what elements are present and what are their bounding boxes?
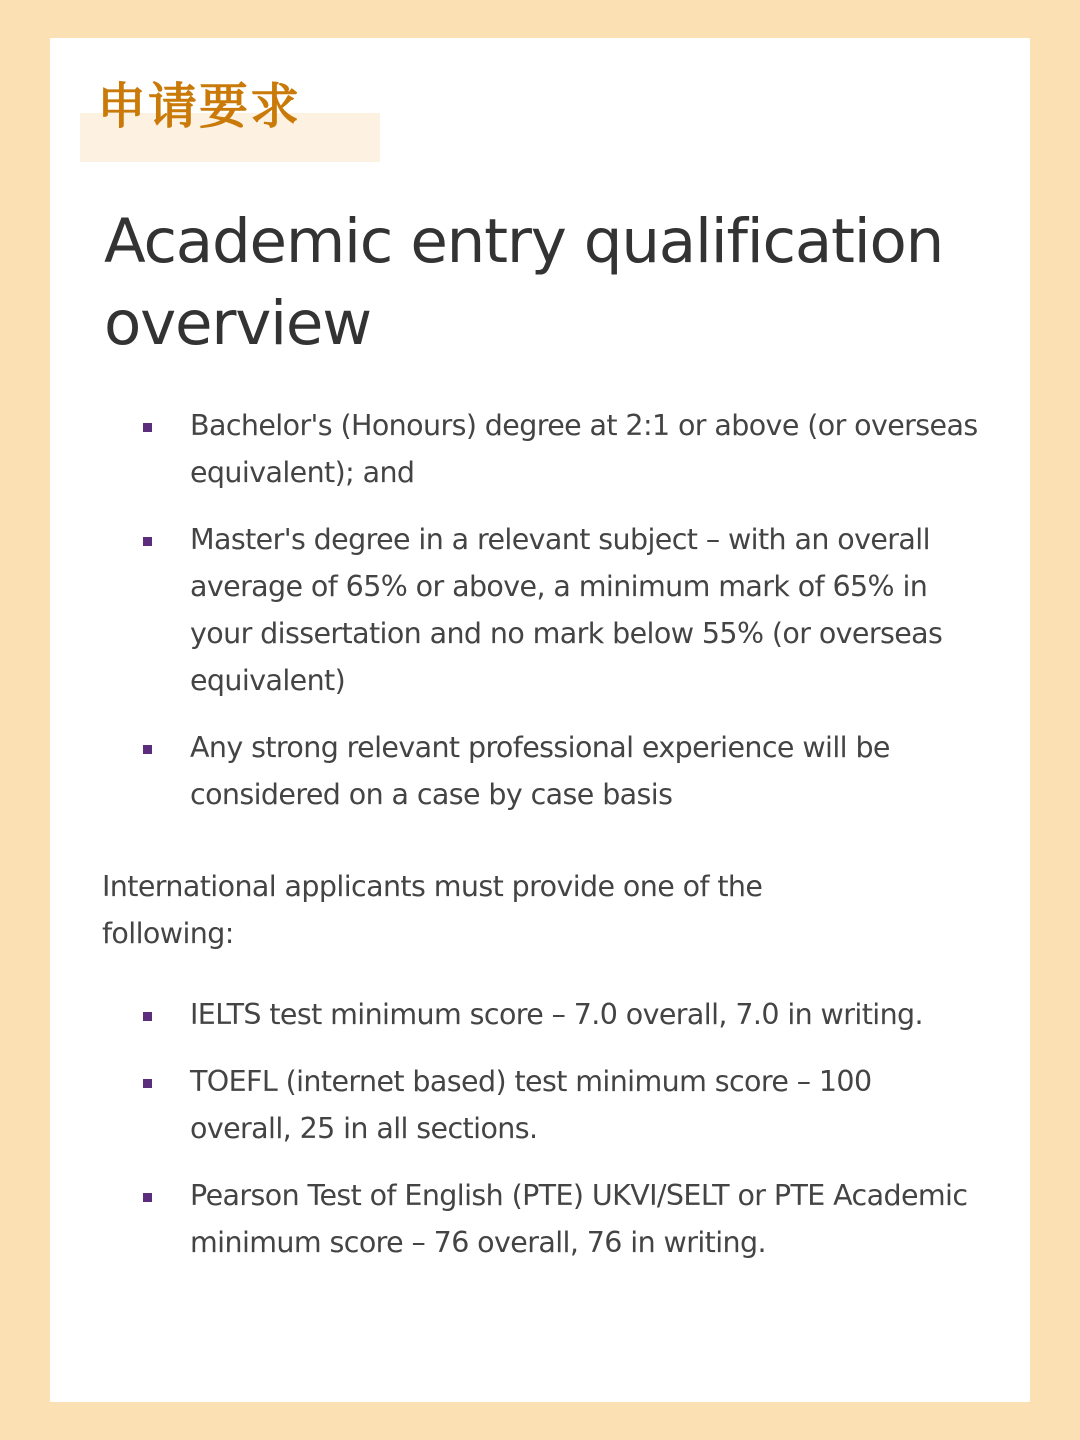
international-intro: International applicants must provide one of the following: <box>102 870 763 950</box>
requirement-text: Master's degree in a relevant subject – with an overall average of 65% or above, a minimum mark of 65% in your dissertation and no mark below 55% (or overseas equivalent) <box>190 523 943 697</box>
list-item <box>50 724 980 818</box>
requirement-text: Pearson Test of English (PTE) UKVI/SELT or PTE Academic minimum score – 76 overall, 76 in writing. <box>190 1179 968 1259</box>
list-item <box>50 991 980 1038</box>
section-tag: 申请要求 <box>97 78 302 135</box>
square-bullet-icon <box>143 745 152 754</box>
academic-requirements-list <box>50 402 1030 818</box>
square-bullet-icon <box>143 1079 152 1088</box>
square-bullet-icon <box>143 423 152 432</box>
requirement-text: IELTS test minimum score – 7.0 overall, 7.0 in writing. <box>190 998 924 1031</box>
list-item <box>50 1172 980 1266</box>
square-bullet-icon <box>143 1193 152 1202</box>
list-item <box>50 402 980 496</box>
square-bullet-icon <box>143 537 152 546</box>
square-bullet-icon <box>143 1012 152 1021</box>
page-title: Academic entry qualification overview <box>104 206 944 359</box>
requirement-text: Any strong relevant professional experience will be considered on a case by case basis <box>190 731 890 811</box>
english-requirements-list <box>50 991 1030 1266</box>
list-item <box>50 516 980 704</box>
requirement-text: Bachelor's (Honours) degree at 2:1 or above (or overseas equivalent); and <box>190 409 978 489</box>
requirement-text: TOEFL (internet based) test minimum score – 100 overall, 25 in all sections. <box>190 1065 872 1145</box>
content-card <box>50 38 1030 1402</box>
list-item <box>50 1058 980 1152</box>
